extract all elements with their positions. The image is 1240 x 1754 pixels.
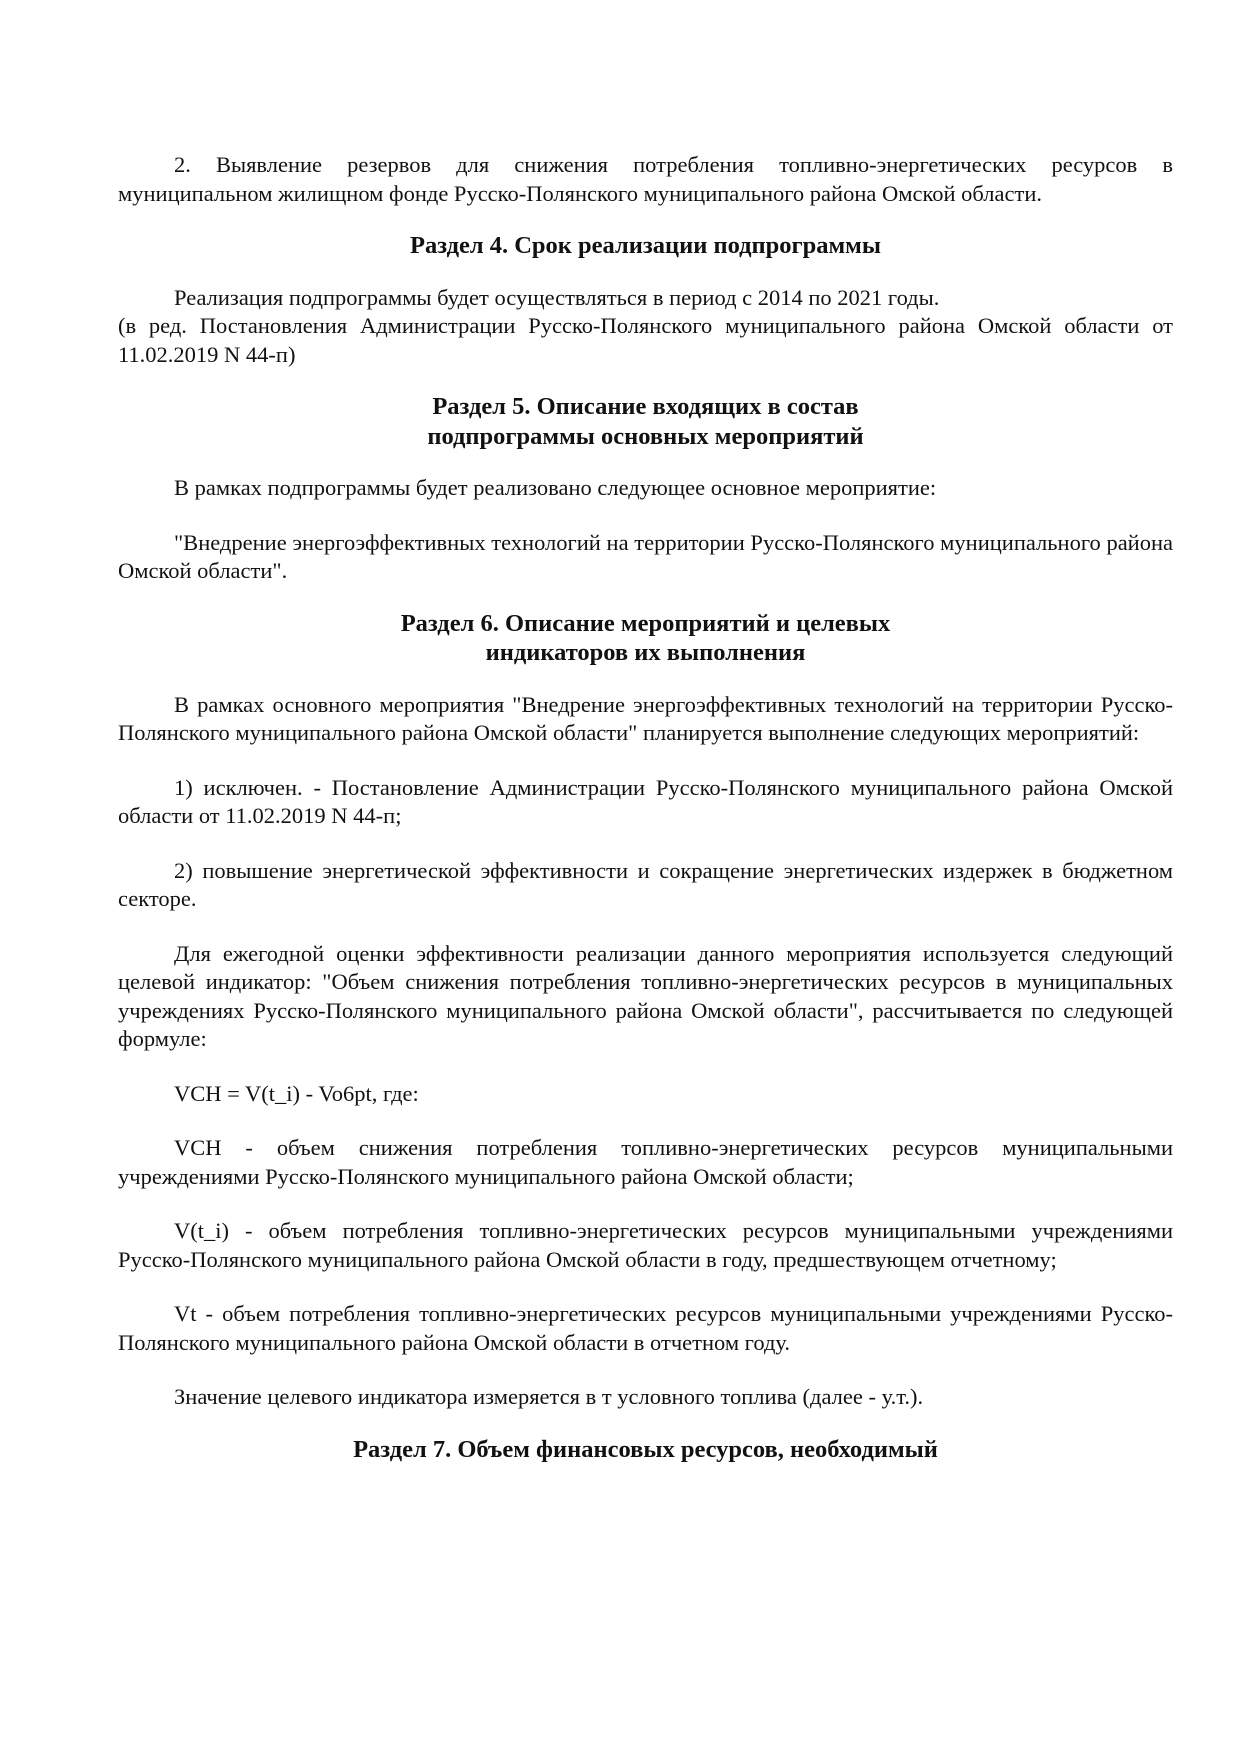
section-6-item-1: 1) исключен. - Постановление Администрации Русско-Полянского муниципального района Омской области от 11.02.2019 N 44-п;	[118, 774, 1173, 828]
formula: VCH = V(t_i) - Vo6pt, где:	[174, 1080, 419, 1106]
section-5-heading-line-2: подпрограммы основных мероприятий	[427, 422, 864, 450]
definition-vt: Vt - объем потребления топливно-энергетических ресурсов муниципальными учреждениями Русско-Полянского муниципального района Омской области в отчетном году.	[118, 1301, 1173, 1355]
section-5-heading-line-1: Раздел 5. Описание входящих в состав	[432, 393, 859, 420]
paragraph-reserves: 2. Выявление резервов для снижения потребления топливно-энергетических ресурсов в муниципальном жилищном фонде Русско-Полянского муниципального района Омской области.	[118, 152, 1173, 206]
section-6-heading	[118, 609, 1173, 668]
section-6-intro: В рамках основного мероприятия "Внедрение энергоэффективных технологий на территории Русско-Полянского муниципального района Омской области" планируется выполнение следующих мероприятий:	[118, 691, 1173, 745]
unit-note: Значение целевого индикатора измеряется в т условного топлива (далее - у.т.).	[174, 1384, 924, 1409]
section-4-heading: Раздел 4. Срок реализации подпрограммы	[409, 232, 881, 259]
definition-vti: V(t_i) - объем потребления топливно-энергетических ресурсов муниципальными учреждениями Русско-Полянского муниципального района Омской области в году, предшествующем отчетному;	[118, 1218, 1173, 1272]
section-5-activity: "Внедрение энергоэффективных технологий на территории Русско-Полянского муниципального района Омской области".	[118, 529, 1173, 583]
section-6-item-2: 2) повышение энергетической эффективности и сокращение энергетических издержек в бюджетном секторе.	[118, 857, 1173, 911]
section-4-text: Реализация подпрограммы будет осуществляться в период с 2014 по 2021 годы.	[174, 284, 940, 310]
section-7-heading: Раздел 7. Объем финансовых ресурсов, необходимый	[353, 1435, 938, 1463]
definition-vch: VCH - объем снижения потребления топливно-энергетических ресурсов муниципальными учреждениями Русско-Полянского муниципального района Омской области;	[118, 1135, 1173, 1189]
section-6-heading-line-1: Раздел 6. Описание мероприятий и целевых	[400, 609, 891, 637]
section-5-intro: В рамках подпрограммы будет реализовано следующее основное мероприятие:	[174, 475, 937, 500]
page-content	[118, 151, 1173, 1464]
section-4-amendment: (в ред. Постановления Администрации Русско-Полянского муниципального района Омской области от 11.02.2019 N 44-п)	[118, 313, 1173, 367]
section-6-indicator: Для ежегодной оценки эффективности реализации данного мероприятия используется следующий целевой индикатор: "Объем снижения потребления топливно-энергетических ресурсов в муниципальных учреждениях Русско-Полянского муниципального района Омской области", рассчитывается по следующей формуле:	[118, 940, 1173, 1051]
section-6-heading-line-2: индикаторов их выполнения	[485, 639, 806, 666]
section-5-heading	[118, 392, 1173, 451]
